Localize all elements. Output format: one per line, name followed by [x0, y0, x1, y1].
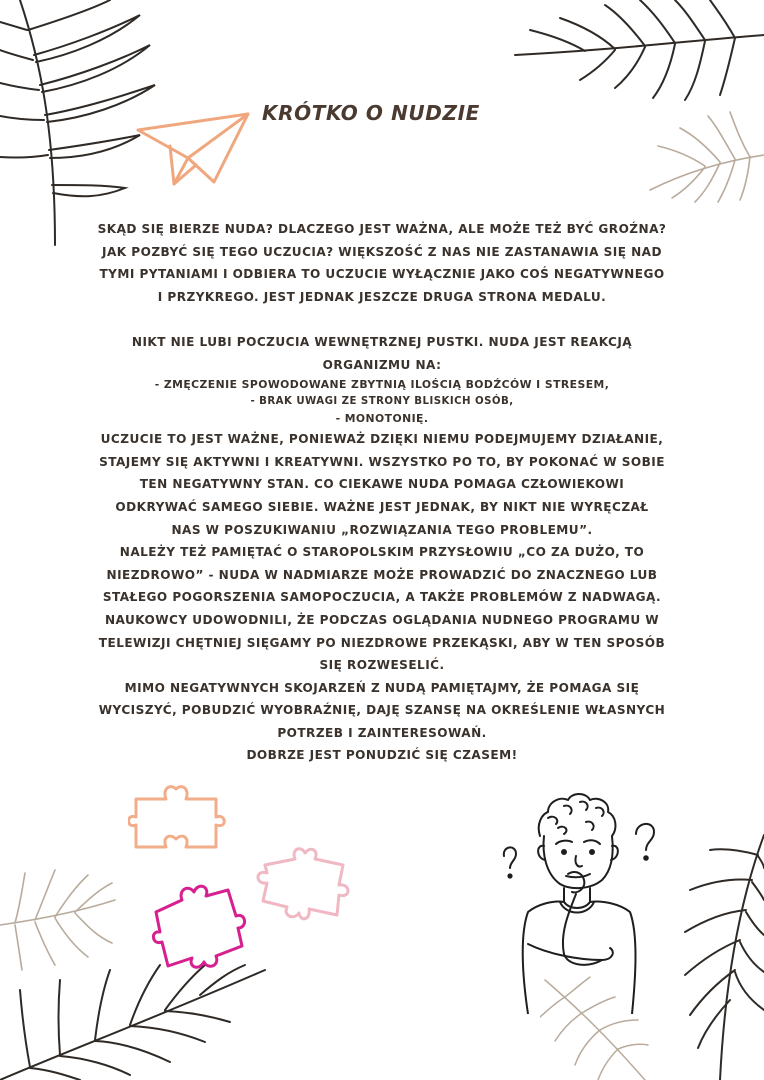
paper-plane-icon: [136, 110, 256, 190]
paragraph-line: TELEWIZJI CHĘTNIEJ SIĘGAMY PO NIEZDROWE PRZEKĄSKI, ABY W TEN SPOSÓB: [98, 635, 666, 650]
list-item: - BRAK UWAGI ZE STRONY BLISKICH OSÓB,: [250, 396, 514, 408]
palm-leaf-icon-top-right: [505, 0, 764, 125]
paragraph-spacer: [40, 308, 724, 331]
puzzle-piece-icon-orange: [128, 785, 228, 857]
thinking-boy-illustration: [498, 784, 674, 1014]
paragraph-line: JAK POZBYĆ SIĘ TEGO UCZUCIA? WIĘKSZOŚĆ Z NAS NIE ZASTANAWIA SIĘ NAD: [102, 244, 662, 259]
list-item: - ZMĘCZENIE SPOWODOWANE ZBYTNIĄ ILOŚCIĄ BODŹCÓW I STRESEM,: [154, 378, 610, 392]
paragraph-line: STAJEMY SIĘ AKTYWNI I KREATYWNI. WSZYSTKO PO TO, BY POKONAĆ W SOBIE: [99, 454, 665, 469]
puzzle-piece-icon-magenta: [150, 882, 248, 972]
paragraph-line: NAUKOWCY UDOWODNILI, ŻE PODCZAS OGLĄDANIA NUDNEGO PROGRAMU W: [104, 612, 660, 627]
paragraph-line: UCZUCIE TO JEST WAŻNE, PONIEWAŻ DZIĘKI NIEMU PODEJMUJEMY DZIAŁANIE,: [100, 432, 664, 447]
paragraph-line: STAŁEGO POGORSZENIA SAMOPOCZUCIA, A TAKŻE PROBLEMÓW Z NADWAGĄ.: [102, 590, 662, 605]
paragraph-line: NIEZDROWO” - NUDA W NADMIARZE MOŻE PROWADZIĆ DO ZNACZNEGO LUB: [106, 567, 658, 582]
paragraph-line: MIMO NEGATYWNYCH SKOJARZEŃ Z NUDĄ PAMIĘTAJMY, ŻE POMAGA SIĘ: [124, 680, 640, 695]
paragraph-line: NIKT NIE LUBI POCZUCIA WEWNĘTRZNEJ PUSTKI. NUDA JEST REAKCJĄ: [131, 334, 633, 349]
list-item: - MONOTONIĘ.: [335, 412, 429, 426]
paragraph-line: DOBRZE JEST PONUDZIĆ SIĘ CZASEM!: [246, 748, 518, 763]
paragraph-line: I PRZYKREGO. JEST JEDNAK JESZCZE DRUGA STRONA MEDALU.: [157, 289, 607, 304]
paragraph-line: SKĄD SIĘ BIERZE NUDA? DLACZEGO JEST WAŻNA, ALE MOŻE TEŻ BYĆ GROŹNA?: [97, 222, 667, 236]
paragraph-line: ODKRYWAĆ SAMEGO SIEBIE. WAŻNE JEST JEDNAK, BY NIKT NIE WYRĘCZAŁ: [115, 499, 649, 514]
palm-leaf-icon-right-light: [640, 110, 764, 210]
page-title: KRÓTKO O NUDZIE: [262, 101, 480, 125]
paragraph-line: POTRZEB I ZAINTERESOWAŃ.: [277, 725, 487, 740]
paragraph-line: SIĘ ROZWESELIĆ.: [319, 658, 445, 673]
article-body: [40, 218, 724, 767]
paragraph-line: TEN NEGATYWNY STAN. CO CIEKAWE NUDA POMAGA CZŁOWIEKOWI: [139, 477, 625, 492]
paragraph-line: ORGANIZMU NA:: [322, 357, 442, 372]
paragraph-line: NALEŻY TEŻ PAMIĘTAĆ O STAROPOLSKIM PRZYSŁOWIU „CO ZA DUŻO, TO: [119, 545, 645, 560]
paragraph-line: NAS W POSZUKIWANIU „ROZWIĄZANIA TEGO PROBLEMU”.: [171, 522, 593, 537]
paragraph-line: WYCISZYĆ, POBUDZIĆ WYOBRAŹNIĘ, DAJĘ SZANSĘ NA OKREŚLENIE WŁASNYCH: [98, 703, 666, 718]
paragraph-line: TYMI PYTANIAMI I ODBIERA TO UCZUCIE WYŁĄCZNIE JAKO COŚ NEGATYWNEGO: [99, 267, 665, 282]
puzzle-piece-icon-pink: [255, 845, 355, 923]
